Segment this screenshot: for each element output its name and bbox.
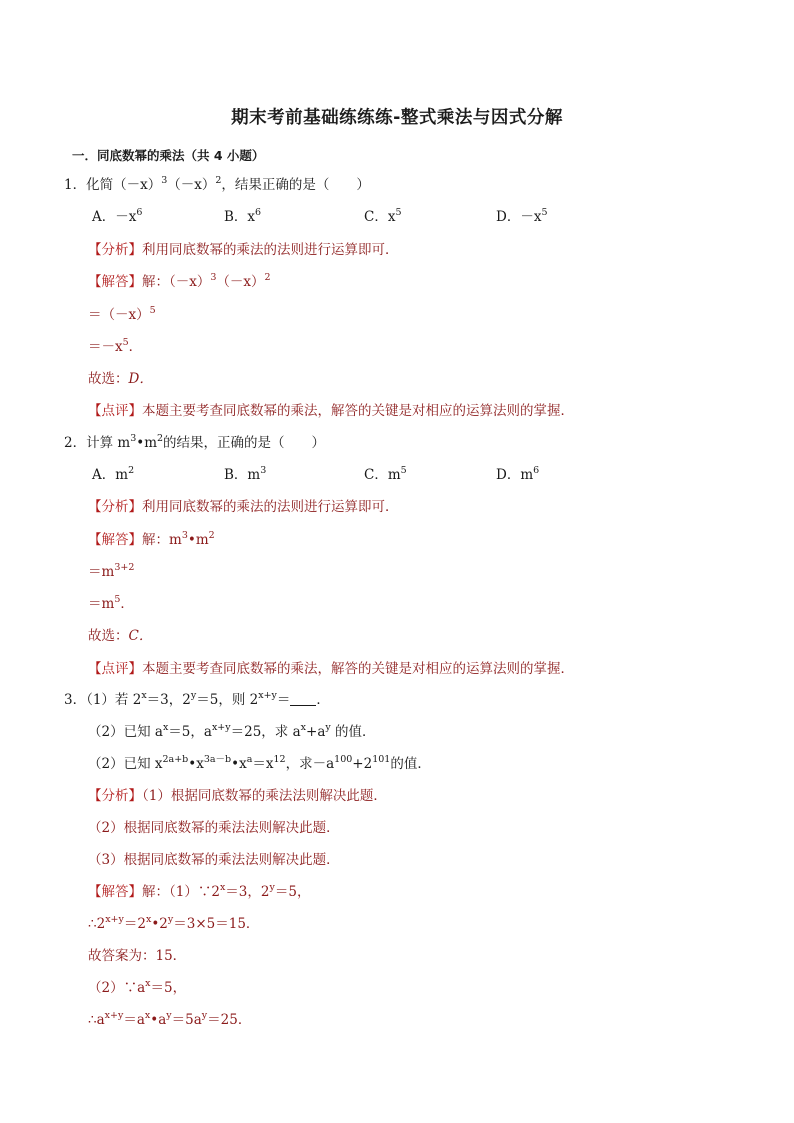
section-heading: 一．同底数幂的乘法（共 4 小题） (72, 148, 265, 163)
question-3-part-3: （2）已知 $x^{2a+b}•x^{3a-b}•x^a=x^{12}$，求$-a^{100}+2^{101}$的值． (88, 754, 431, 772)
q1-option-c: C．$x^5$ (364, 207, 402, 225)
q2-step-2: $=m^5$． (88, 594, 134, 612)
q3-answer-3: 故答案为：15． (88, 948, 187, 964)
q3-answer-1: 【解答】解：$(1)\because 2^x=3$，$2^y=5$， (88, 882, 311, 900)
q1-analysis: 【分析】利用同底数幂的乘法的法则进行运算即可． (88, 242, 399, 258)
q3-answer-2: $\therefore 2^{x+y}=2^x•2^y=3\times 5=15$． (88, 914, 260, 932)
q1-answer: 【解答】解：$(-x)^3(-x)^2$ (88, 272, 271, 290)
q3-analysis-3: （3）根据同底数幂的乘法法则解决此题． (88, 852, 340, 868)
q2-analysis: 【分析】利用同底数幂的乘法的法则进行运算即可． (88, 499, 399, 515)
q3-answer-4: $(2)\because a^x=5$， (88, 978, 187, 996)
q2-comment: 【点评】本题主要考查同底数幂的乘法，解答的关键是对相应的运算法则的掌握． (88, 661, 574, 677)
q3-analysis-1: 【分析】（1）根据同底数幂的乘法法则解决此题． (88, 788, 387, 804)
q2-choice: 故选：C． (88, 628, 153, 644)
q2-answer: 【解答】解：$m^3•m^2$ (88, 530, 215, 548)
q2-option-c: C．$m^5$ (364, 465, 407, 483)
q1-choice: 故选：D． (88, 371, 153, 387)
q1-option-b: B．$x^6$ (224, 207, 262, 225)
question-3-part-2: （2）已知 $a^x=5$，$a^{x+y}=25$，求 $a^x+a^y$ 的值． (88, 722, 376, 740)
q1-comment: 【点评】本题主要考查同底数幂的乘法，解答的关键是对相应的运算法则的掌握． (88, 403, 574, 419)
question-2-stem: 2．计算 $m^3•m^2$的结果，正确的是（ ） (64, 433, 326, 451)
q1-step-2: $=-x^5$． (88, 337, 143, 355)
question-3-part-1: 3．（1）若 $2^x=3$，$2^y=5$，则 $2^{x+y}=$ ． (64, 690, 330, 708)
q2-step-1: $=m^{3+2}$ (88, 562, 135, 580)
q2-option-b: B．$m^3$ (224, 465, 267, 483)
q3-analysis-2: （2）根据同底数幂的乘法法则解决此题． (88, 820, 340, 836)
page-title: 期末考前基础练练练-整式乘法与因式分解 (231, 108, 563, 128)
q3-answer-5: $\therefore a^{x+y}=a^x•a^y=5a^y=25$． (88, 1010, 252, 1028)
q2-option-a: A．$m^2$ (92, 465, 135, 483)
q1-option-a: A．$-x^6$ (92, 207, 143, 225)
answer-blank (290, 693, 316, 706)
q2-option-d: D．$m^6$ (496, 465, 540, 483)
q1-option-d: D．$-x^5$ (496, 207, 548, 225)
question-1-stem: 1．化简$(-x)^3(-x)^2$，结果正确的是（ ） (64, 175, 370, 193)
q1-step-1: $=(-x)^5$ (88, 305, 156, 323)
